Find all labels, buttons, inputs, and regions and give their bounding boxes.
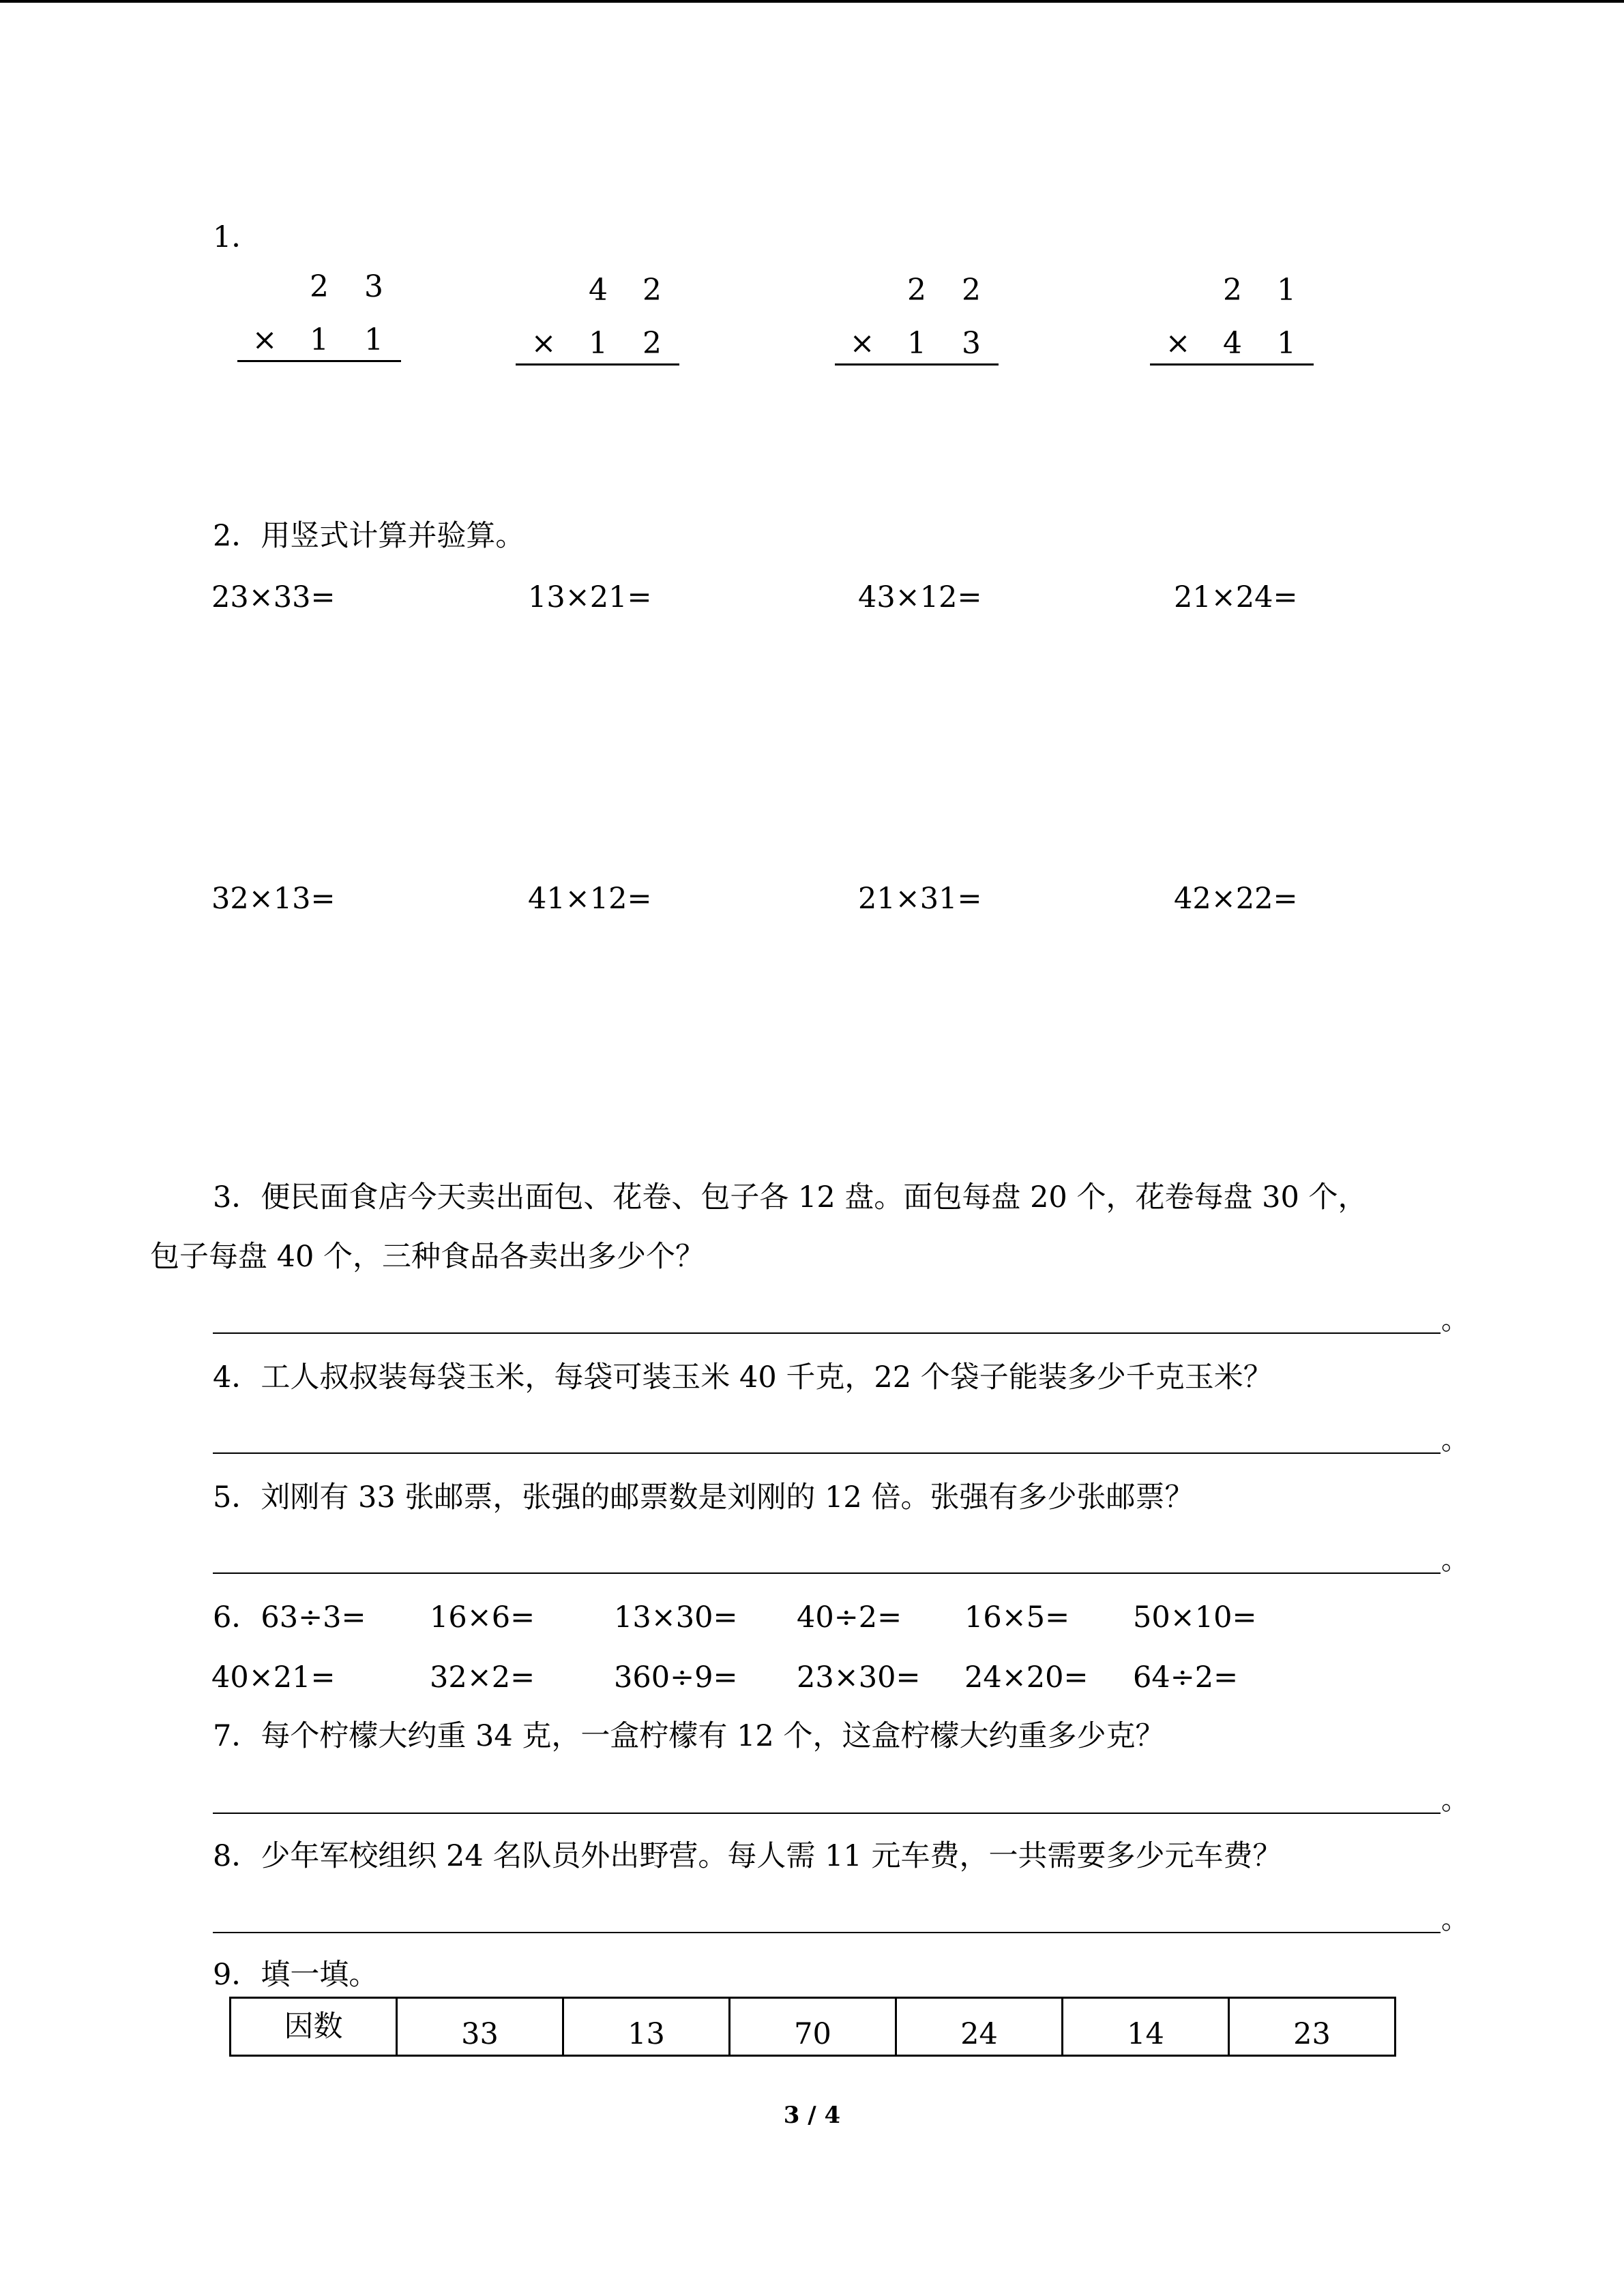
q6-expr-4: 40÷2= bbox=[797, 1600, 902, 1635]
q1-p2-sign: × bbox=[531, 326, 557, 361]
q1-p3-top-ones: 2 bbox=[962, 273, 981, 308]
q6-expr-8: 32×2= bbox=[430, 1660, 535, 1695]
page-number: 3 / 4 bbox=[783, 2102, 841, 2129]
factor-cell: 23 bbox=[1229, 1998, 1396, 2056]
q3-line-2: 包子每盘 40 个，三种食品各卖出多少个？ bbox=[150, 1240, 705, 1274]
q4-answer-line bbox=[213, 1452, 1441, 1454]
q1-p3-bottom-tens: 1 bbox=[907, 326, 926, 361]
q1-p1-top-tens: 2 bbox=[310, 269, 329, 304]
q5-answer-line bbox=[213, 1572, 1441, 1574]
q1-p4-bottom-ones: 1 bbox=[1277, 326, 1296, 361]
q1-p1-bottom-ones: 1 bbox=[364, 323, 383, 357]
q9-factor-table bbox=[229, 1997, 1396, 2057]
q1-p4-top-ones: 1 bbox=[1277, 273, 1296, 308]
q6-expr-1: 6．63÷3= bbox=[213, 1600, 366, 1635]
q6-expr-11: 24×20= bbox=[964, 1660, 1089, 1695]
q7-answer-period: 。 bbox=[1441, 1785, 1468, 1816]
q1-p2-top-tens: 4 bbox=[589, 273, 608, 308]
q1-p3-sign: × bbox=[849, 326, 875, 361]
q4-text: 4．工人叔叔装每袋玉米，每袋可装玉米 40 千克，22 个袋子能装多少千克玉米？ bbox=[213, 1360, 1273, 1395]
q3-answer-line bbox=[213, 1332, 1441, 1334]
q1-p4-underline bbox=[1150, 363, 1314, 366]
q6-expr-5: 16×5= bbox=[964, 1600, 1070, 1635]
q1-p3-underline bbox=[835, 363, 999, 366]
q6-expr-3: 13×30= bbox=[614, 1600, 738, 1635]
q2-expr-1: 23×33= bbox=[211, 580, 336, 614]
q6-expr-2: 16×6= bbox=[430, 1600, 535, 1635]
q1-p3-top-tens: 2 bbox=[907, 273, 926, 308]
q1-p2-bottom-tens: 1 bbox=[589, 326, 608, 361]
q8-answer-line bbox=[213, 1932, 1441, 1933]
q2-expr-7: 21×31= bbox=[858, 882, 982, 916]
q1-p4-bottom-tens: 4 bbox=[1223, 326, 1242, 361]
q1-p3-bottom-ones: 3 bbox=[962, 326, 981, 361]
q3-line-1: 3．便民面食店今天卖出面包、花卷、包子各 12 盘。面包每盘 20 个，花卷每盘 30 个， bbox=[213, 1180, 1368, 1214]
factor-cell: 24 bbox=[896, 1998, 1063, 2056]
q6-expr-10: 23×30= bbox=[797, 1660, 921, 1695]
q1-number: 1． bbox=[213, 220, 261, 254]
q2-expr-3: 43×12= bbox=[858, 580, 982, 614]
q1-p2-bottom-ones: 2 bbox=[643, 326, 662, 361]
q5-answer-period: 。 bbox=[1441, 1545, 1468, 1576]
factor-cell: 14 bbox=[1063, 1998, 1229, 2056]
q1-p4-top-tens: 2 bbox=[1223, 273, 1242, 308]
factor-cell: 70 bbox=[730, 1998, 896, 2056]
q2-expr-2: 13×21= bbox=[528, 580, 652, 614]
q8-text: 8．少年军校组织 24 名队员外出野营。每人需 11 元车费，一共需要多少元车费？ bbox=[213, 1839, 1282, 1873]
q3-answer-period: 。 bbox=[1441, 1304, 1468, 1336]
page-top-border bbox=[0, 0, 1624, 3]
q9-title: 9．填一填。 bbox=[213, 1958, 379, 1992]
q2-expr-5: 32×13= bbox=[211, 882, 336, 916]
q1-p1-bottom-tens: 1 bbox=[310, 323, 329, 357]
q1-p2-top-ones: 2 bbox=[643, 273, 662, 308]
q7-text: 7．每个柠檬大约重 34 克，一盒柠檬有 12 个，这盒柠檬大约重多少克？ bbox=[213, 1719, 1165, 1753]
q2-expr-4: 21×24= bbox=[1174, 580, 1298, 614]
q1-p4-sign: × bbox=[1165, 326, 1191, 361]
q5-text: 5．刘刚有 33 张邮票，张强的邮票数是刘刚的 12 倍。张强有多少张邮票？ bbox=[213, 1480, 1194, 1515]
q1-p1-underline bbox=[237, 360, 401, 362]
q1-p2-underline bbox=[516, 363, 679, 366]
q2-expr-8: 42×22= bbox=[1174, 882, 1298, 916]
factor-header-cell: 因数 bbox=[231, 1998, 397, 2056]
q1-p1-top-ones: 3 bbox=[364, 269, 383, 304]
q2-title: 2．用竖式计算并验算。 bbox=[213, 519, 525, 553]
factor-cell: 13 bbox=[563, 1998, 730, 2056]
q8-answer-period: 。 bbox=[1441, 1904, 1468, 1935]
q4-answer-period: 。 bbox=[1441, 1425, 1468, 1456]
q6-expr-9: 360÷9= bbox=[614, 1660, 738, 1695]
q6-expr-7: 40×21= bbox=[211, 1660, 336, 1695]
q2-expr-6: 41×12= bbox=[528, 882, 652, 916]
table-row bbox=[231, 1998, 1396, 2056]
q1-p1-sign: × bbox=[252, 323, 278, 357]
q7-answer-line bbox=[213, 1813, 1441, 1814]
q6-expr-6: 50×10= bbox=[1133, 1600, 1257, 1635]
q6-expr-12: 64÷2= bbox=[1133, 1660, 1239, 1695]
factor-cell: 33 bbox=[397, 1998, 563, 2056]
